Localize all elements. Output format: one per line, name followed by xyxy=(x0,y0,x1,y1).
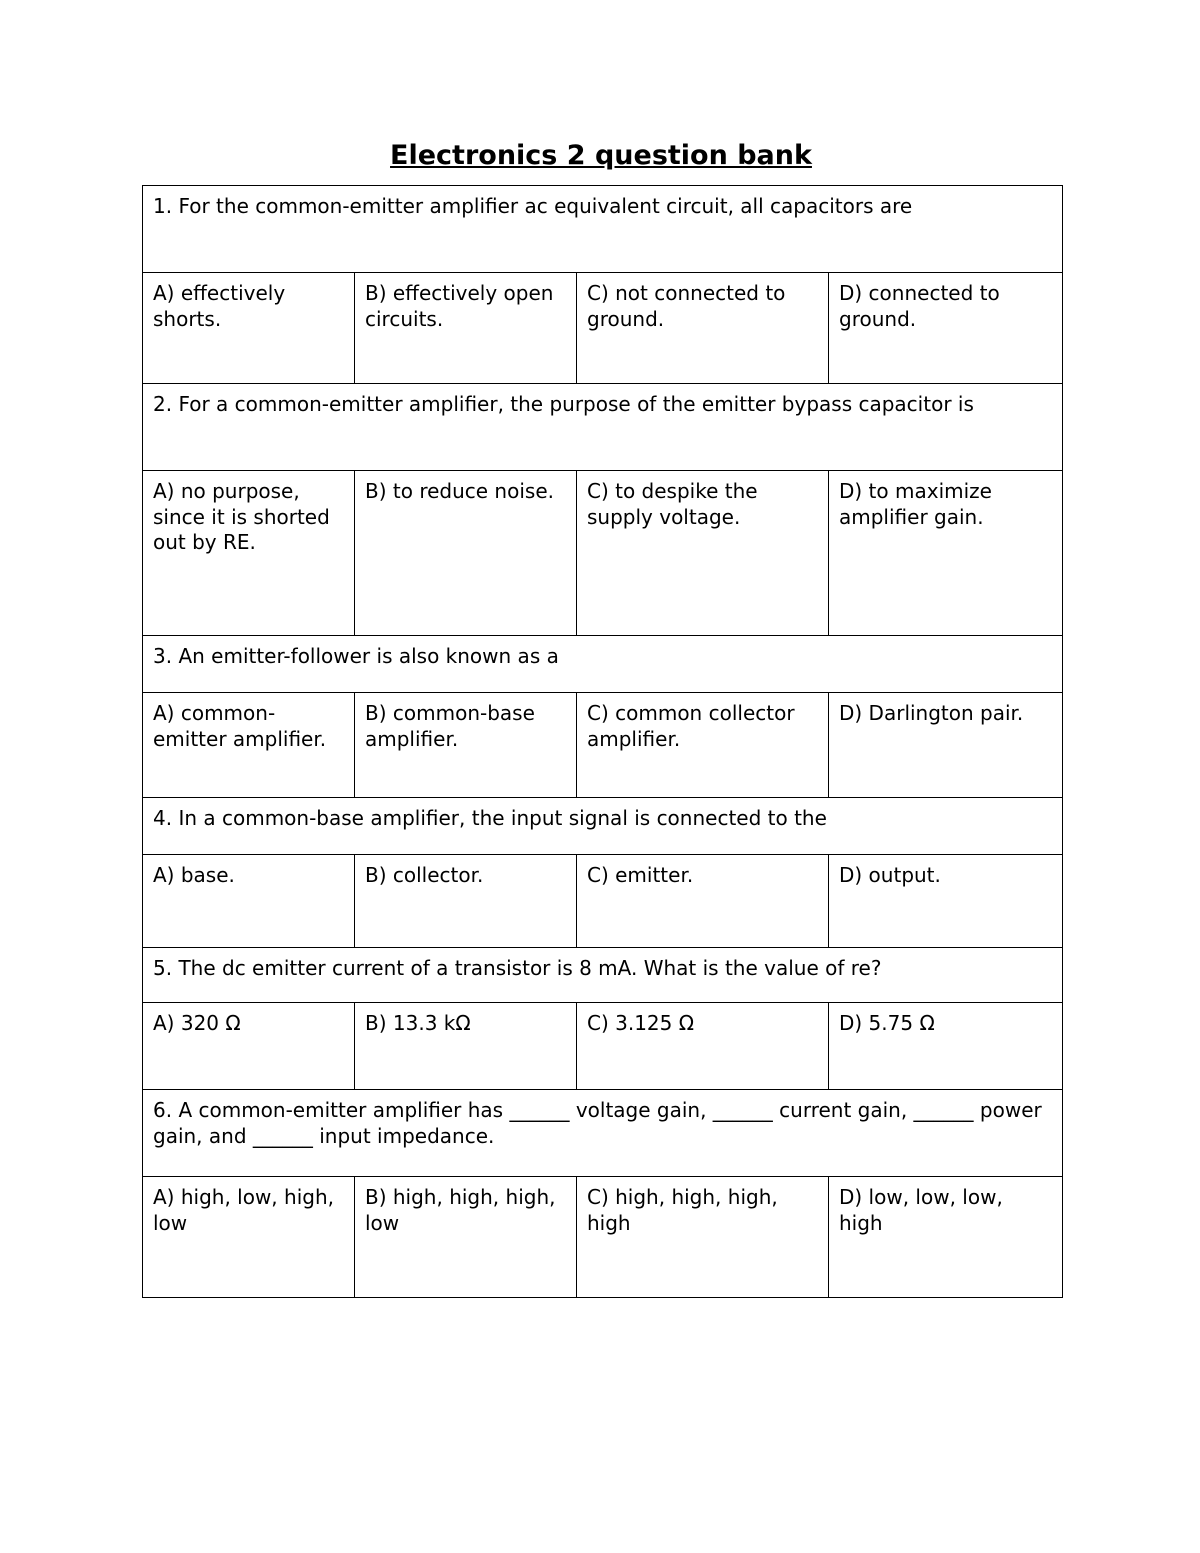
question-bank-table xyxy=(142,185,1063,1298)
option-cell-4-a[interactable]: A) base. xyxy=(143,855,355,948)
option-cell-5-d[interactable]: D) 5.75 Ω xyxy=(829,1003,1063,1090)
option-cell-5-c[interactable]: C) 3.125 Ω xyxy=(577,1003,829,1090)
question-cell-1: 1. For the common-emitter amplifier ac equivalent circuit, all capacitors are xyxy=(143,186,1063,273)
question-cell-6: 6. A common-emitter amplifier has ______ voltage gain, ______ current gain, ______ power gain, and ______ input impedance. xyxy=(143,1090,1063,1177)
option-cell-3-a[interactable]: A) common-emitter amplifier. xyxy=(143,693,355,798)
table-row xyxy=(143,693,1063,798)
option-cell-1-c[interactable]: C) not connected to ground. xyxy=(577,273,829,384)
option-cell-5-a[interactable]: A) 320 Ω xyxy=(143,1003,355,1090)
option-cell-3-d[interactable]: D) Darlington pair. xyxy=(829,693,1063,798)
option-cell-6-c[interactable]: C) high, high, high, high xyxy=(577,1177,829,1298)
question-cell-5: 5. The dc emitter current of a transistor is 8 mA. What is the value of re? xyxy=(143,948,1063,1003)
option-cell-3-c[interactable]: C) common collector amplifier. xyxy=(577,693,829,798)
option-cell-3-b[interactable]: B) common-base amplifier. xyxy=(355,693,577,798)
table-row xyxy=(143,384,1063,471)
table-row xyxy=(143,1003,1063,1090)
option-cell-1-d[interactable]: D) connected to ground. xyxy=(829,273,1063,384)
table-row xyxy=(143,798,1063,855)
option-cell-4-c[interactable]: C) emitter. xyxy=(577,855,829,948)
option-cell-1-b[interactable]: B) effectively open circuits. xyxy=(355,273,577,384)
option-cell-6-b[interactable]: B) high, high, high, low xyxy=(355,1177,577,1298)
option-cell-2-a[interactable]: A) no purpose, since it is shorted out by RE. xyxy=(143,471,355,636)
option-cell-6-a[interactable]: A) high, low, high, low xyxy=(143,1177,355,1298)
question-cell-3: 3. An emitter-follower is also known as a xyxy=(143,636,1063,693)
option-cell-6-d[interactable]: D) low, low, low, high xyxy=(829,1177,1063,1298)
option-cell-2-c[interactable]: C) to despike the supply voltage. xyxy=(577,471,829,636)
table-row xyxy=(143,471,1063,636)
option-cell-2-b[interactable]: B) to reduce noise. xyxy=(355,471,577,636)
table-row xyxy=(143,1090,1063,1177)
option-cell-5-b[interactable]: B) 13.3 kΩ xyxy=(355,1003,577,1090)
table-row xyxy=(143,1177,1063,1298)
table-row xyxy=(143,855,1063,948)
table-row xyxy=(143,636,1063,693)
table-row xyxy=(143,273,1063,384)
option-cell-4-b[interactable]: B) collector. xyxy=(355,855,577,948)
question-cell-2: 2. For a common-emitter amplifier, the purpose of the emitter bypass capacitor is xyxy=(143,384,1063,471)
page-title: Electronics 2 question bank xyxy=(390,140,812,171)
option-cell-4-d[interactable]: D) output. xyxy=(829,855,1063,948)
question-cell-4: 4. In a common-base amplifier, the input signal is connected to the xyxy=(143,798,1063,855)
option-cell-1-a[interactable]: A) effectively shorts. xyxy=(143,273,355,384)
option-cell-2-d[interactable]: D) to maximize amplifier gain. xyxy=(829,471,1063,636)
table-row xyxy=(143,948,1063,1003)
table-row xyxy=(143,186,1063,273)
